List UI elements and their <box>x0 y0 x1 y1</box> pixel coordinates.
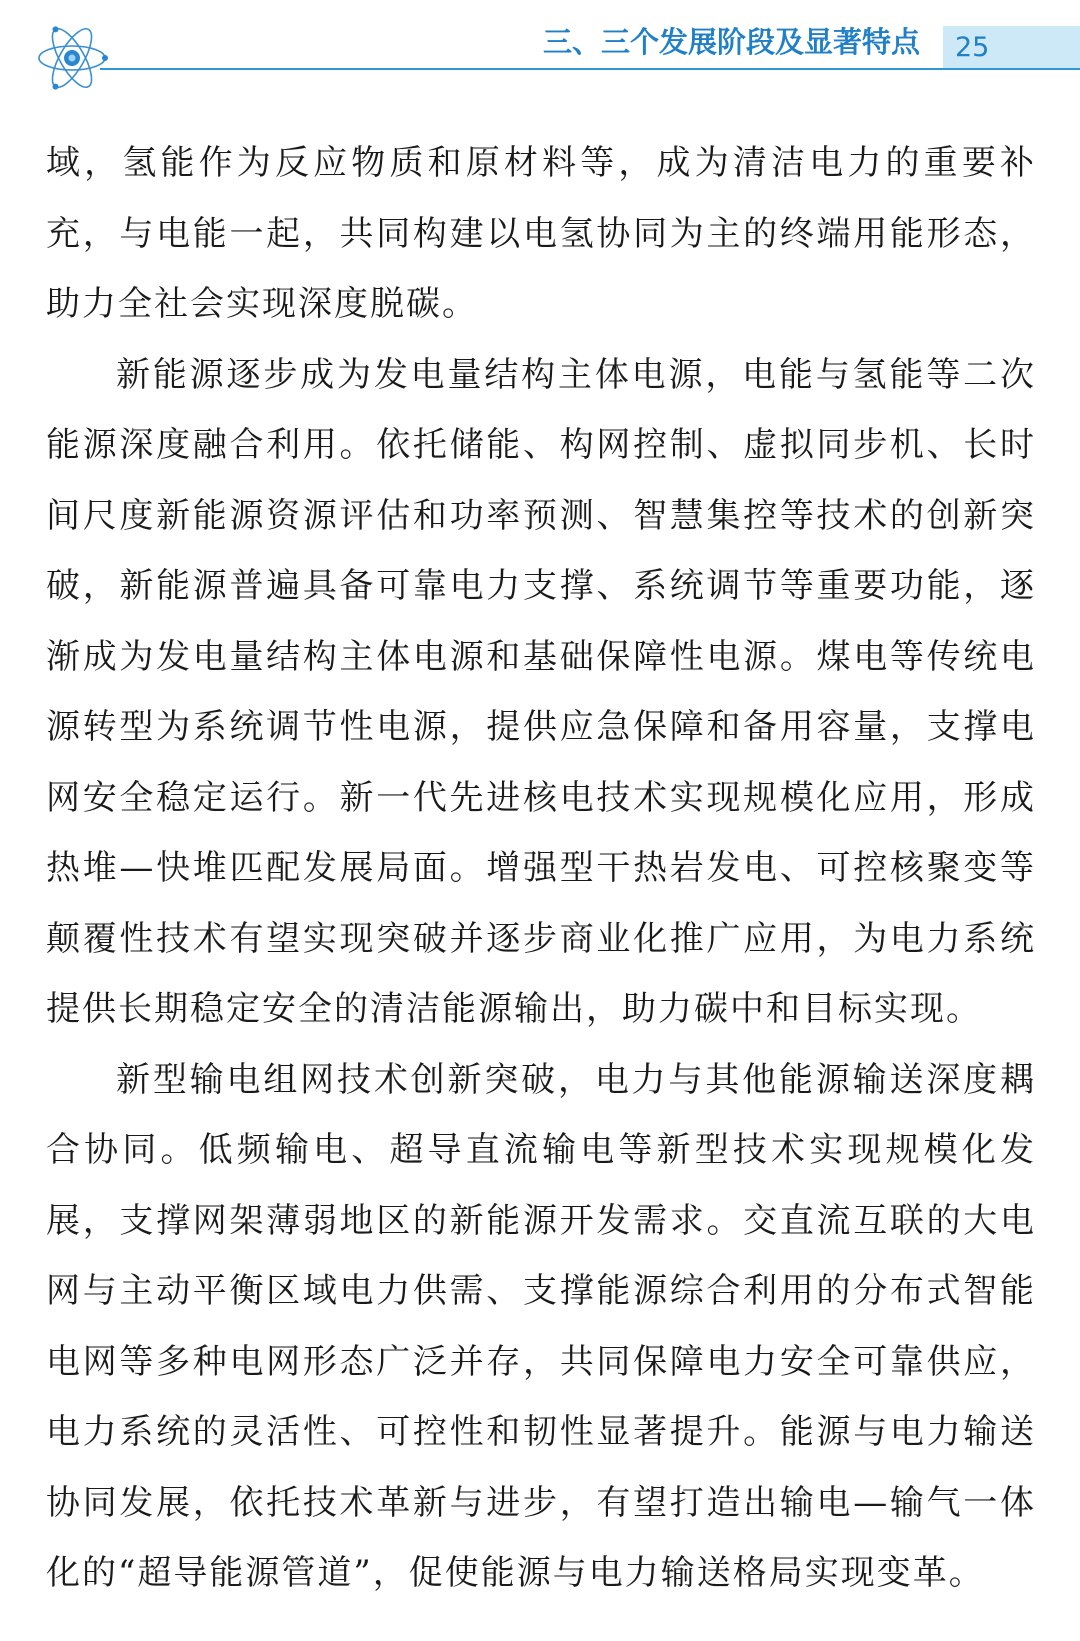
section-title: 三、三个发展阶段及显著特点 <box>542 25 920 59</box>
paragraph-continued: 域，氢能作为反应物质和原材料等，成为清洁电力的重要补充，与电能一起，共同构建以电氢协同为主的终端用能形态，助力全社会实现深度脱碳。 <box>46 143 1036 324</box>
page-number-box <box>943 26 1080 68</box>
paragraph-new-energy: 新能源逐步成为发电量结构主体电源，电能与氢能等二次能源深度融合利用。依托储能、构网控制、虚拟同步机、长时间尺度新能源资源评估和功率预测、智慧集控等技术的创新突破，新能源普遍具备可靠电力支撑、系统调节等重要功能，逐渐成为发电量结构主体电源和基础保障性电源。煤电等传统电源转型为系统调节性电源，提供应急保障和备用容量，支撑电网安全稳定运行。新一代先进核电技术实现规模化应用，形成热堆—快堆匹配发展局面。增强型干热岩发电、可控核聚变等颠覆性技术有望实现突破并逐步商业化推广应用，为电力系统提供长期稳定安全的清洁能源输出，助力碳中和目标实现。 <box>46 354 1036 1029</box>
page-header <box>0 0 1080 110</box>
paragraph-transmission: 新型输电组网技术创新突破，电力与其他能源输送深度耦合协同。低频输电、超导直流输电等新型技术实现规模化发展，支撑网架薄弱地区的新能源开发需求。交直流互联的大电网与主动平衡区域电力供需、支撑能源综合利用的分布式智能电网等多种电网形态广泛并存，共同保障电力安全可靠供应，电力系统的灵活性、可控性和韧性显著提升。能源与电力输送协同发展，依托技术革新与进步，有望打造出输电—输气一体化的“超导能源管道”，促使能源与电力输送格局实现变革。 <box>46 1059 1036 1593</box>
page-number: 25 <box>955 32 990 63</box>
body-text <box>46 128 1036 1609</box>
atom-icon <box>36 22 108 94</box>
header-rule <box>100 68 1080 70</box>
